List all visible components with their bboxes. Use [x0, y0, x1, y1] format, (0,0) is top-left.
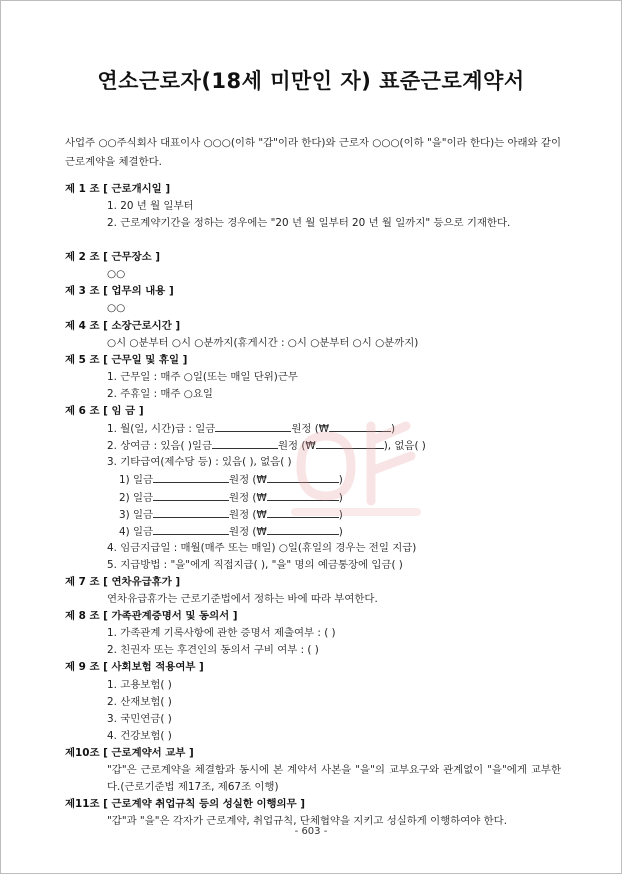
- allowance-row-4: [65, 523, 561, 540]
- allowance-2-amount-blank[interactable]: [153, 489, 229, 501]
- article-5-line-1: 1. 근무일 : 매주 ○일(또는 매일 단위)근무: [107, 370, 298, 383]
- article-8-line-1: 1. 가족관계 기록사항에 관한 증명서 제출여부 : ( ): [107, 627, 336, 640]
- allowance-2-label: 2) 일금: [119, 491, 154, 504]
- allowance-3-close: ): [338, 508, 343, 521]
- allowance-1-figure-blank[interactable]: [267, 471, 339, 483]
- allowance-row-3: [65, 506, 561, 523]
- article-10-line-1: "갑"은 근로계약을 체결함과 동시에 본 계약서 사본을 "을"의 교부요구와 관계없이 "을"에게 교부한다.(근로기준법 제17조, 제67조 이행): [107, 764, 561, 793]
- article-6-line-5: 5. 지급방법 : "을"에게 직접지급( ), "을" 명의 예금통장에 입금( ): [107, 558, 403, 571]
- article-9-line-1: 1. 고용보험( ): [107, 678, 172, 691]
- article-6-heading: 제 6 조 [ 임 금 ]: [65, 405, 144, 418]
- article-9-heading: 제 9 조 [ 사회보험 적용여부 ]: [65, 661, 204, 674]
- article-7-heading: 제 7 조 [ 연차유급휴가 ]: [65, 575, 181, 588]
- article-1-line-1: 1. 20 년 월 일부터: [107, 200, 194, 213]
- allowance-4-won-label: 원정 (₩: [229, 525, 267, 538]
- article-4-line-1: ○시 ○분부터 ○시 ○분까지(휴게시간 : ○시 ○분부터 ○시 ○분까지): [107, 336, 419, 349]
- allowance-2-figure-blank[interactable]: [267, 489, 339, 501]
- allowance-2-won-label: 원정 (₩: [229, 491, 267, 504]
- article-6-line-4: 4. 임금지급일 : 매월(매주 또는 매일) ○일(휴일의 경우는 전일 지급): [107, 541, 417, 554]
- monthly-wage-amount-blank[interactable]: [215, 420, 291, 432]
- bonus-label: 2. 상여금 : 있음( )일금: [107, 440, 212, 453]
- allowance-3-won-label: 원정 (₩: [229, 508, 267, 521]
- allowance-3-label: 3) 일금: [119, 508, 154, 521]
- allowance-4-label: 4) 일금: [119, 525, 154, 538]
- allowance-row-2: [65, 489, 561, 506]
- allowance-4-amount-blank[interactable]: [153, 523, 229, 535]
- article-1-line-2: 2. 근로계약기간을 정하는 경우에는 "20 년 월 일부터 20 년 월 일까지" 등으로 기재한다.: [107, 217, 511, 230]
- article-9-line-3: 3. 국민연금( ): [107, 712, 172, 725]
- bonus-close: ), 없음( ): [383, 440, 426, 453]
- monthly-wage-won-label: 원정 (₩: [291, 423, 330, 436]
- allowance-2-close: ): [338, 491, 343, 504]
- allowance-1-won-label: 원정 (₩: [229, 474, 267, 487]
- contract-articles: [65, 181, 561, 830]
- monthly-wage-close: ): [391, 423, 396, 436]
- article-6-line-2: [65, 437, 561, 454]
- allowance-row-1: [65, 471, 561, 488]
- allowance-3-amount-blank[interactable]: [153, 506, 229, 518]
- page-number: - 603 -: [294, 826, 328, 837]
- article-6-line-3: 3. 기타급여(제수당 등) : 있음( ), 없음( ): [107, 456, 292, 469]
- allowance-1-amount-blank[interactable]: [153, 471, 229, 483]
- article-8-line-2: 2. 친권자 또는 후견인의 동의서 구비 여부 : ( ): [107, 644, 319, 657]
- article-9-line-2: 2. 산재보험( ): [107, 695, 172, 708]
- allowance-3-figure-blank[interactable]: [267, 506, 339, 518]
- monthly-wage-figure-blank[interactable]: [329, 420, 391, 432]
- intro-paragraph: 사업주 ○○주식회사 대표이사 ○○○(이하 "갑"이라 한다)와 근로자 ○○○(이하 "을"이라 한다)는 아래와 같이 근로계약을 체결한다.: [65, 137, 561, 168]
- article-9-line-4: 4. 건강보험( ): [107, 729, 172, 742]
- article-5-heading: 제 5 조 [ 근무일 및 휴일 ]: [65, 353, 188, 366]
- bonus-figure-blank[interactable]: [316, 437, 384, 449]
- bonus-won-label: 원정 (₩: [278, 440, 316, 453]
- article-3-line-1: ○○: [107, 302, 126, 315]
- allowance-4-figure-blank[interactable]: [267, 523, 339, 535]
- article-1-heading: 제 1 조 [ 근로개시일 ]: [65, 183, 171, 195]
- article-8-heading: 제 8 조 [ 가족관계증명서 및 동의서 ]: [65, 610, 238, 623]
- allowance-1-label: 1) 일금: [119, 474, 154, 487]
- article-11-heading: 제11조 [ 근로계약 취업규칙 등의 성실한 이행의무 ]: [65, 798, 305, 810]
- article-4-heading: 제 4 조 [ 소장근로시간 ]: [65, 319, 181, 332]
- article-5-line-2: 2. 주휴일 : 매주 ○요일: [107, 387, 213, 400]
- article-11-line-1: "갑"과 "을"은 각자가 근로계약, 취업규칙, 단체협약을 지키고 성실하게 이행하여야 한다.: [107, 815, 508, 828]
- article-2-heading: 제 2 조 [ 근무장소 ]: [65, 251, 161, 264]
- article-7-line-1: 연차유급휴가는 근로기준법에서 정하는 바에 따라 부여한다.: [107, 593, 378, 606]
- article-6-line-1: [65, 420, 561, 437]
- allowance-1-close: ): [338, 474, 343, 487]
- allowance-4-close: ): [338, 525, 343, 538]
- monthly-wage-label: 1. 월(일, 시간)급 : 일금: [107, 423, 216, 436]
- article-3-heading: 제 3 조 [ 업무의 내용 ]: [65, 285, 174, 298]
- document-title: 연소근로자(18세 미만인 자) 표준근로계약서: [97, 69, 525, 93]
- article-10-heading: 제10조 [ 근로계약서 교부 ]: [65, 746, 194, 759]
- bonus-amount-blank[interactable]: [212, 437, 278, 449]
- article-2-line-1: ○○: [107, 268, 126, 281]
